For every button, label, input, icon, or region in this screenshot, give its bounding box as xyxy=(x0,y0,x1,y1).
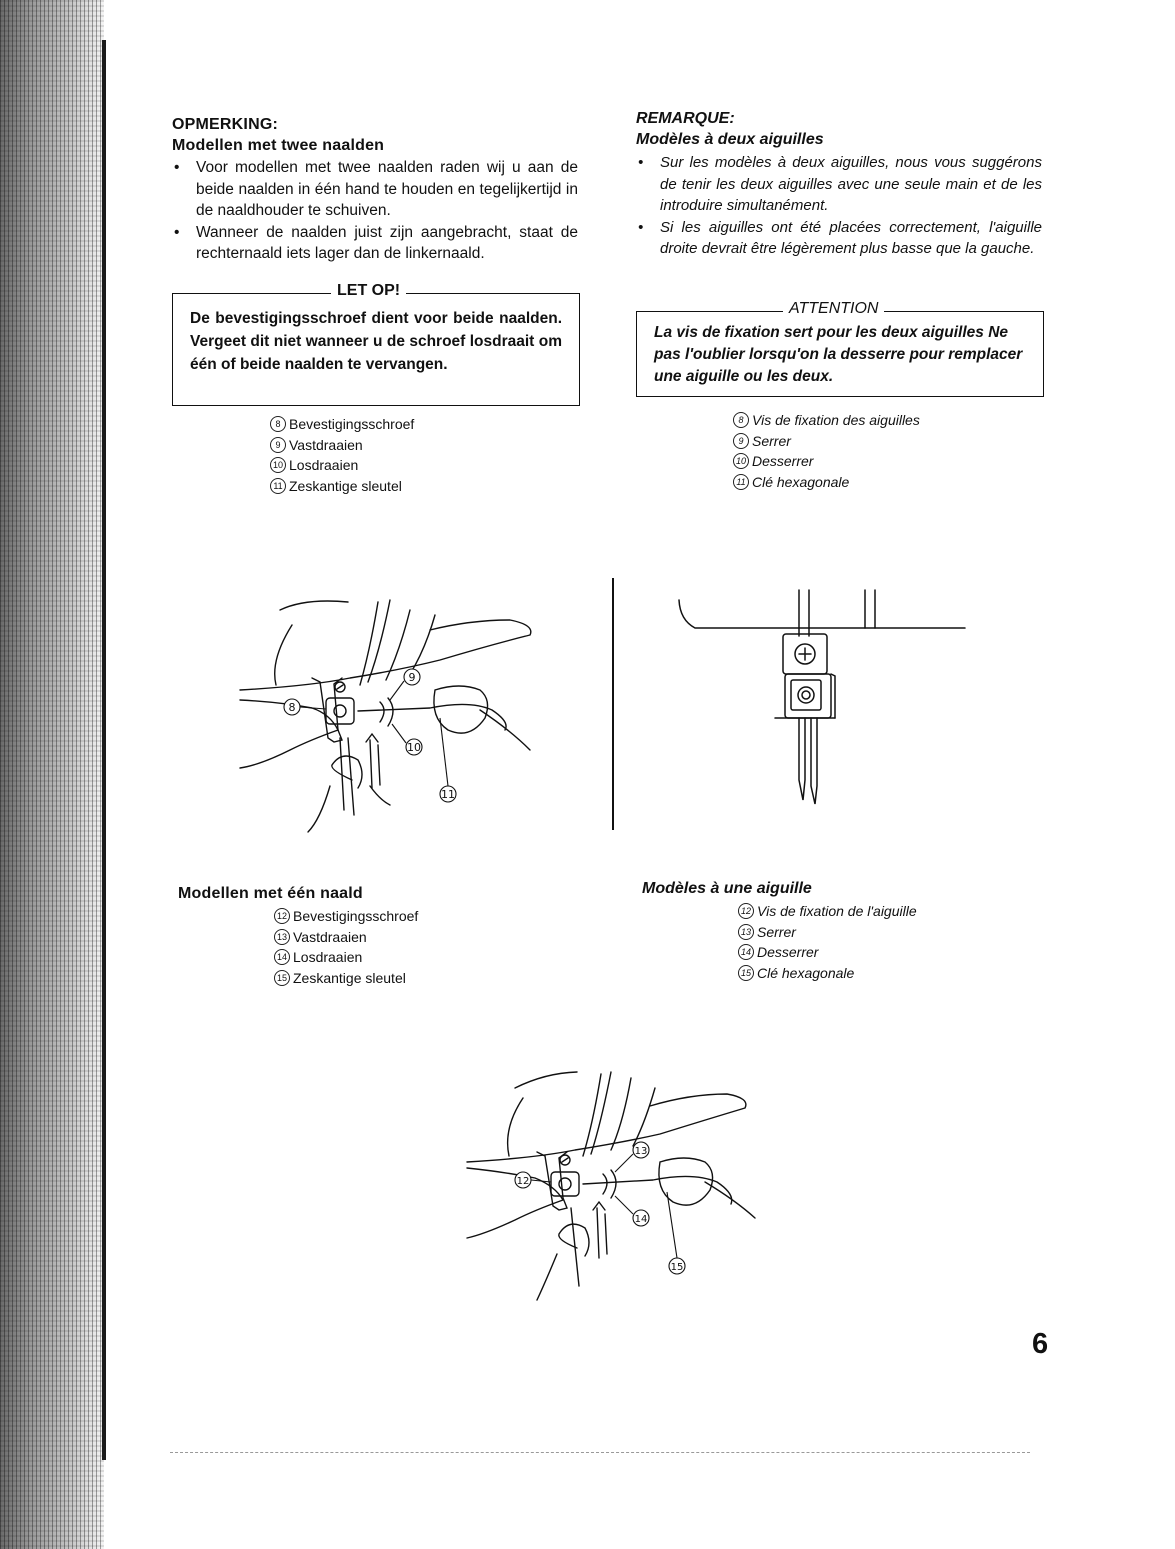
legend-label: Vastdraaien xyxy=(293,928,367,945)
fr-warning-title: ATTENTION xyxy=(783,300,884,318)
callout-label: 9 xyxy=(408,671,416,684)
legend-label: Serrer xyxy=(752,432,791,449)
legend-row xyxy=(274,968,418,989)
nl-legend-two-needles xyxy=(270,414,414,496)
fr-note-1: • Sur les modèles à deux aiguilles, nous vous suggérons de tenir les deux aiguilles avec une seule main et de les introduire simultanément. xyxy=(636,152,1042,217)
two-needle-insertion-illustration xyxy=(230,590,570,840)
nl-warning-text: De bevestigingsschroef dient voor beide naalden. Vergeet dit niet wanneer u de schroef losdraait om één of beide naalden te vervangen. xyxy=(190,310,562,373)
fr-subheading: Modèles à deux aiguilles xyxy=(636,131,824,148)
scanned-binding-edge xyxy=(0,0,104,1549)
fr-note-2: • Si les aiguilles ont été placées correctement, l'aiguille droite devrait être légèrement plus basse que la gauche. xyxy=(636,217,1042,260)
callout-label: 12 xyxy=(516,1176,530,1187)
legend-row xyxy=(733,410,920,431)
legend-row xyxy=(274,947,418,968)
legend-label: Clé hexagonale xyxy=(752,473,850,490)
legend-row xyxy=(270,455,414,476)
nl-note-1: • Voor modellen met twee naalden raden wij u aan de beide naalden in één hand te houden en tegelijkertijd in de naaldhouder te schuiven. xyxy=(172,157,578,222)
legend-row xyxy=(270,476,414,497)
legend-label: Clé hexagonale xyxy=(757,964,855,981)
legend-row xyxy=(270,414,414,435)
callout-number: 8 xyxy=(733,412,749,428)
twin-needle-clamp-illustration xyxy=(675,590,975,820)
legend-label: Bevestigingsschroef xyxy=(289,416,415,432)
legend-label: Vis de fixation des aiguilles xyxy=(752,412,920,428)
binding-shadow-line xyxy=(102,40,106,1460)
callout-number: 11 xyxy=(733,474,749,490)
fr-legend-two-needles xyxy=(733,410,920,492)
callout-number: 9 xyxy=(733,433,749,449)
legend-row xyxy=(738,922,917,943)
callout-label: 10 xyxy=(407,741,421,754)
legend-label: Zeskantige sleutel xyxy=(289,477,402,494)
callout-number: 12 xyxy=(738,903,754,919)
single-needle-insertion-illustration xyxy=(465,1068,785,1308)
callout-label: 13 xyxy=(634,1146,648,1157)
fr-warning-text: La vis de fixation sert pour les deux aiguilles Ne pas l'oublier lorsqu'on la desserre pour remplacer une aiguille ou les deux. xyxy=(654,324,1023,385)
legend-label: Zeskantige sleutel xyxy=(293,969,406,986)
callout-number: 10 xyxy=(270,457,286,473)
legend-row xyxy=(274,927,418,948)
nl-warning-title: LET OP! xyxy=(331,282,406,300)
callout-number: 13 xyxy=(738,924,754,940)
fr-warning-box xyxy=(636,300,1044,397)
legend-label: Vastdraaien xyxy=(289,436,363,453)
legend-label: Desserrer xyxy=(752,453,814,469)
fr-single-needle-heading: Modèles à une aiguille xyxy=(642,880,812,897)
nl-notes-list xyxy=(172,157,578,265)
legend-row xyxy=(733,431,920,452)
legend-row xyxy=(270,435,414,456)
callout-number: 8 xyxy=(270,416,286,432)
callout-number: 15 xyxy=(738,965,754,981)
legend-label: Serrer xyxy=(757,923,796,940)
legend-label: Vis de fixation de l'aiguille xyxy=(757,903,917,919)
legend-row xyxy=(738,963,917,984)
nl-legend-one-needle xyxy=(274,906,418,988)
callout-number: 9 xyxy=(270,437,286,453)
nl-subheading: Modellen met twee naalden xyxy=(172,137,385,154)
legend-label: Bevestigingsschroef xyxy=(293,908,419,924)
fr-legend-one-needle xyxy=(738,901,917,983)
callout-label: 15 xyxy=(670,1262,684,1273)
nl-heading: OPMERKING: xyxy=(172,116,278,133)
callout-label: 8 xyxy=(288,701,296,714)
legend-row xyxy=(738,901,917,922)
legend-row xyxy=(738,942,917,963)
figure-divider xyxy=(612,578,614,830)
page-number: 6 xyxy=(1032,1328,1049,1360)
legend-label: Losdraaien xyxy=(289,457,359,473)
callout-label: 11 xyxy=(441,788,455,801)
callout-number: 14 xyxy=(738,944,754,960)
legend-row xyxy=(733,472,920,493)
nl-single-needle-heading: Modellen met één naald xyxy=(178,885,363,902)
callout-label: 14 xyxy=(634,1214,648,1225)
legend-label: Losdraaien xyxy=(293,949,363,965)
callout-number: 12 xyxy=(274,908,290,924)
nl-warning-box xyxy=(172,282,580,406)
callout-number: 11 xyxy=(270,478,286,494)
legend-row xyxy=(733,451,920,472)
callout-number: 10 xyxy=(733,453,749,469)
callout-number: 15 xyxy=(274,970,290,986)
legend-row xyxy=(274,906,418,927)
fr-heading: REMARQUE: xyxy=(636,110,735,127)
callout-number: 14 xyxy=(274,949,290,965)
nl-note-2: • Wanneer de naalden juist zijn aangebracht, staat de rechternaald iets lager dan de linkernaald. xyxy=(172,222,578,265)
scan-noise-line xyxy=(170,1452,1030,1453)
callout-number: 13 xyxy=(274,929,290,945)
legend-label: Desserrer xyxy=(757,944,819,960)
fr-notes-list xyxy=(636,152,1042,260)
